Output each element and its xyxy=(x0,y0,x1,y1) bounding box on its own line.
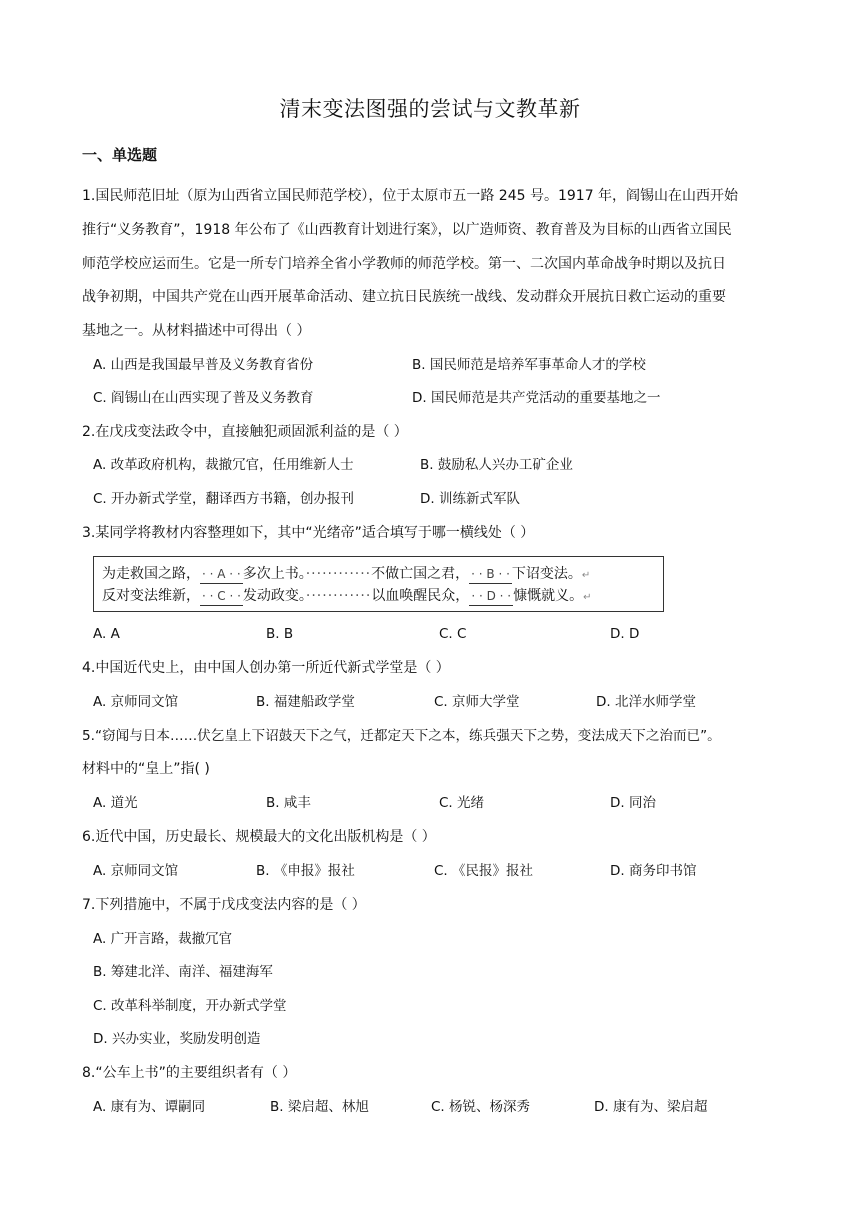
q7-stem: 7.下列措施中，不属于戊戌变法内容的是（ ） xyxy=(82,897,366,913)
q6-option-d[interactable]: D. 商务印书馆 xyxy=(610,863,697,879)
q8-option-c[interactable]: C. 杨锐、杨深秀 xyxy=(431,1099,531,1115)
box-text: 发动政变。 xyxy=(242,588,306,604)
box-text: 下诏变法。 xyxy=(511,566,582,582)
q2-option-d[interactable]: D. 训练新式军队 xyxy=(420,491,520,507)
box-text: 反对变法维新， xyxy=(102,588,200,604)
q4-option-d[interactable]: D. 北洋水师学堂 xyxy=(596,694,696,710)
q3-option-c[interactable]: C. C xyxy=(439,626,467,642)
q4-option-b[interactable]: B. 福建船政学堂 xyxy=(256,694,355,710)
blank-b: · · B · · xyxy=(469,565,512,584)
q3-box-line-1 xyxy=(102,565,590,585)
q5-option-a[interactable]: A. 道光 xyxy=(93,795,138,811)
q7-option-c[interactable]: C. 改革科举制度，开办新式学堂 xyxy=(93,998,287,1014)
section-heading: 一、单选题 xyxy=(82,146,158,164)
q5-option-c[interactable]: C. 光绪 xyxy=(439,795,485,811)
q2-option-c[interactable]: C. 开办新式学堂，翻译西方书籍，创办报刊 xyxy=(93,491,355,507)
q1-stem-line: 推行“义务教育”，1918 年公布了《山西教育计划进行案》，以广造师资、教育普及为目标的山西省立国民 xyxy=(82,222,732,238)
q1-stem-line: 基地之一。从材料描述中可得出（ ） xyxy=(82,323,311,339)
q3-option-a[interactable]: A. A xyxy=(93,626,120,642)
q1-stem-line: 1.国民师范旧址（原为山西省立国民师范学校），位于太原市五一路 245 号。1917 年，阎锡山在山西开始 xyxy=(82,188,739,204)
q8-option-b[interactable]: B. 梁启超、林旭 xyxy=(270,1099,369,1115)
box-text: 以血唤醒民众， xyxy=(371,588,470,604)
q5-option-d[interactable]: D. 同治 xyxy=(610,795,656,811)
q1-option-b[interactable]: B. 国民师范是培养军事革命人才的学校 xyxy=(412,357,646,373)
q4-option-c[interactable]: C. 京师大学堂 xyxy=(434,694,520,710)
q4-option-a[interactable]: A. 京师同文馆 xyxy=(93,694,179,710)
q1-stem-line: 战争初期，中国共产党在山西开展革命活动、建立抗日民族统一战线、发动群众开展抗日救亡运动的重要 xyxy=(82,289,726,305)
q1-stem-line: 师范学校应运而生。它是一所专门培养全省小学教师的师范学校。第一、二次国内革命战争时期以及抗日 xyxy=(82,256,726,272)
box-text: 为走救国之路， xyxy=(102,566,200,582)
q7-option-d[interactable]: D. 兴办实业，奖励发明创造 xyxy=(93,1031,261,1047)
dot-leader: ············ xyxy=(305,588,372,604)
q3-option-d[interactable]: D. D xyxy=(610,626,640,642)
q8-option-a[interactable]: A. 康有为、谭嗣同 xyxy=(93,1099,206,1115)
paragraph-mark-icon: ↵ xyxy=(583,592,592,603)
q1-option-a[interactable]: A. 山西是我国最早普及义务教育省份 xyxy=(93,357,314,373)
box-text: 不做亡国之君， xyxy=(371,566,470,582)
q3-option-b[interactable]: B. B xyxy=(266,626,294,642)
paragraph-mark-icon: ↵ xyxy=(581,570,591,581)
q7-option-a[interactable]: A. 广开言路，裁撤冗官 xyxy=(93,931,233,947)
q2-option-b[interactable]: B. 鼓励私人兴办工矿企业 xyxy=(420,457,573,473)
dot-leader: ············ xyxy=(305,566,372,582)
q1-option-c[interactable]: C. 阎锡山在山西实现了普及义务教育 xyxy=(93,390,314,406)
q3-material-box xyxy=(93,556,664,612)
q5-stem-line: 5.“窃闻与日本……伏乞皇上下诏鼓天下之气，迁都定天下之本，练兵强天下之势，变法成天下之治而已”。 xyxy=(82,728,721,744)
q3-stem: 3.某同学将教材内容整理如下，其中“光绪帝”适合填写于哪一横线处（ ） xyxy=(82,525,535,541)
q1-option-d[interactable]: D. 国民师范是共产党活动的重要基地之一 xyxy=(412,390,661,406)
q2-option-a[interactable]: A. 改革政府机构，裁撤冗官，任用维新人士 xyxy=(93,457,354,473)
page-title: 清末变法图强的尝试与文教革新 xyxy=(279,97,581,121)
q6-option-a[interactable]: A. 京师同文馆 xyxy=(93,863,179,879)
q7-option-b[interactable]: B. 筹建北洋、南洋、福建海军 xyxy=(93,964,273,980)
q8-stem: 8.“公车上书”的主要组织者有（ ） xyxy=(82,1065,297,1081)
box-text: 慷慨就义。 xyxy=(513,588,584,604)
q6-option-b[interactable]: B. 《申报》报社 xyxy=(256,863,355,879)
q2-stem: 2.在戊戌变法政令中，直接触犯顽固派利益的是（ ） xyxy=(82,424,408,440)
blank-c: · · C · · xyxy=(200,587,243,606)
blank-a: · · A · · xyxy=(200,565,243,584)
q8-option-d[interactable]: D. 康有为、梁启超 xyxy=(594,1099,708,1115)
q5-option-b[interactable]: B. 咸丰 xyxy=(266,795,311,811)
q5-stem-line: 材料中的“皇上”指( ) xyxy=(82,761,210,777)
blank-d: · · D · · xyxy=(469,587,513,606)
box-text: 多次上书。 xyxy=(242,566,306,582)
q4-stem: 4.中国近代史上，由中国人创办第一所近代新式学堂是（ ） xyxy=(82,660,450,676)
q6-stem: 6.近代中国，历史最长、规模最大的文化出版机构是（ ） xyxy=(82,829,436,845)
q6-option-c[interactable]: C. 《民报》报社 xyxy=(434,863,534,879)
q3-box-line-2 xyxy=(102,587,591,607)
